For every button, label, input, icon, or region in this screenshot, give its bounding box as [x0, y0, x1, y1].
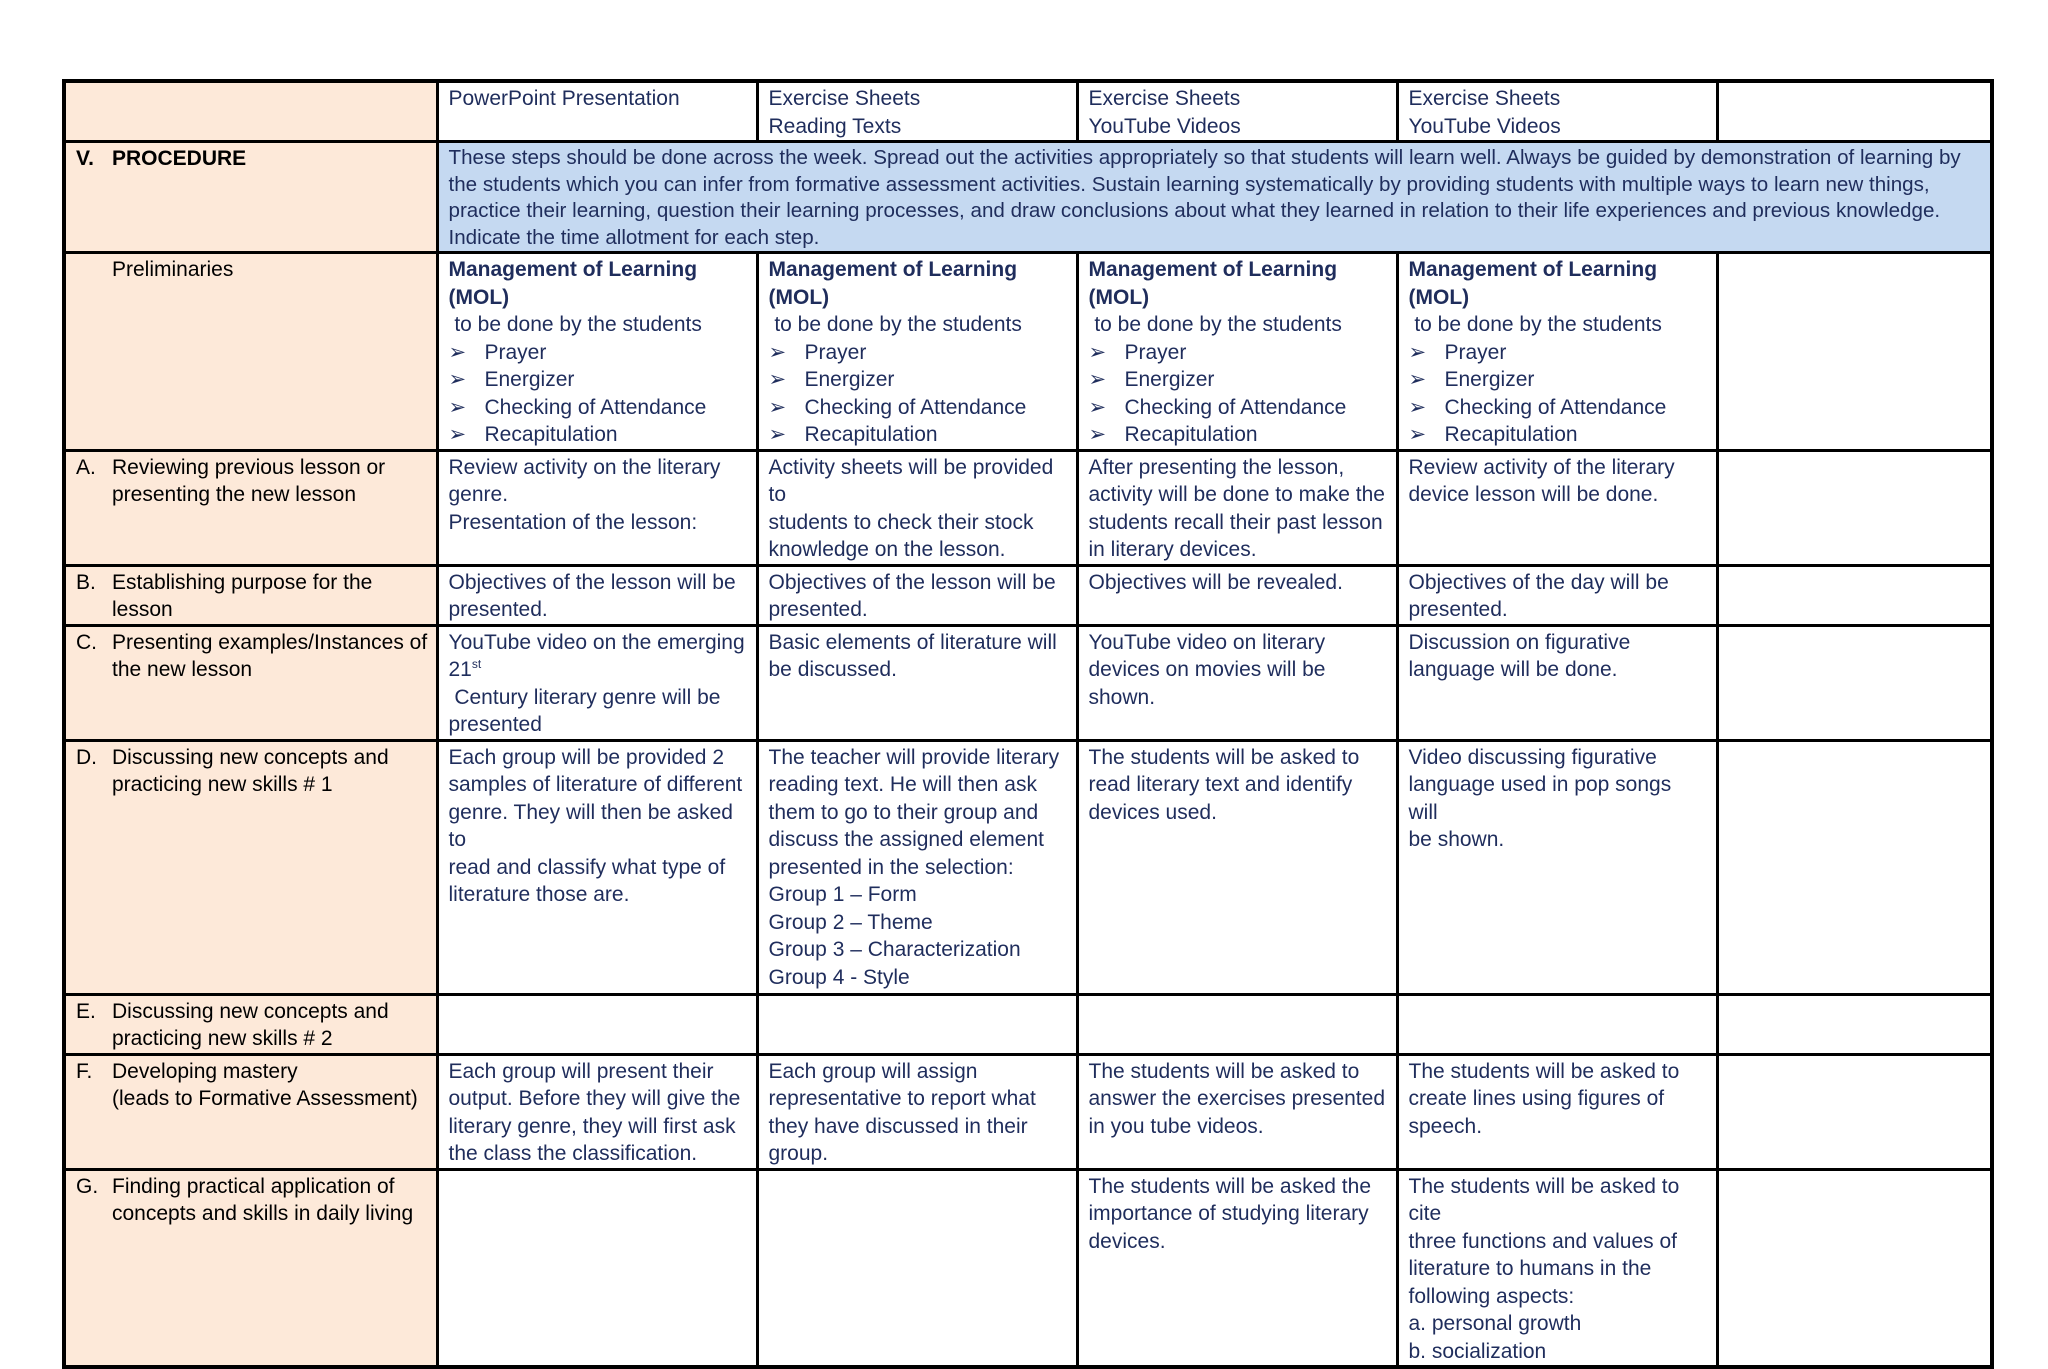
- mol-cell-4: [1397, 253, 1717, 451]
- mol-item-label: Recapitulation: [484, 423, 618, 446]
- arrow-bullet-icon: ➢: [448, 368, 467, 391]
- mol-cell-2: [757, 253, 1077, 451]
- text-line: activity will be done to make the: [1088, 483, 1385, 506]
- row-g-cell-3: [1077, 1169, 1397, 1367]
- row-b-label: [64, 565, 437, 625]
- text-line: presenting the new lesson: [112, 483, 356, 506]
- mol-item-label: Prayer: [1444, 340, 1507, 364]
- text-line: be discussed.: [768, 658, 897, 681]
- row-d-cell-1: [437, 740, 757, 994]
- row-c-cell-2: [757, 625, 1077, 740]
- arrow-bullet-icon: ➢: [768, 340, 787, 364]
- mol-item-label: Prayer: [484, 340, 547, 364]
- text-line: Group 2 – Theme: [768, 910, 933, 934]
- row-c-cell-1: [437, 625, 757, 740]
- text-line: group.: [768, 1142, 829, 1165]
- row-b-cell-3: [1077, 565, 1397, 625]
- row-c-cell-1-line-2: [449, 656, 746, 711]
- mol-item: [449, 394, 746, 422]
- procedure-numeral: V.: [76, 147, 94, 170]
- text-line: Reading Texts: [768, 114, 902, 138]
- text-line: create lines using figures of: [1408, 1087, 1665, 1110]
- text-line: The teacher will provide literary: [768, 745, 1060, 769]
- text-line: be shown.: [1408, 828, 1505, 851]
- text-line: The students will be asked to: [1088, 1059, 1360, 1083]
- mol-item-label: Recapitulation: [804, 423, 938, 446]
- row-c-label: [64, 625, 437, 740]
- row-b-cell-2: [757, 565, 1077, 625]
- materials-cell-2: [757, 81, 1077, 142]
- row-c: [64, 625, 1992, 740]
- text-line: presented.: [768, 598, 868, 621]
- text-line: devices.: [1088, 1229, 1166, 1253]
- mol-item: [1089, 421, 1386, 449]
- row-a-cell-3: [1077, 450, 1397, 565]
- mol-item-label: Checking of Attendance: [804, 395, 1027, 419]
- text-line: read literary text and identify: [1088, 773, 1353, 796]
- text-line: The students will be asked to: [1408, 1059, 1680, 1083]
- preliminaries-row: [64, 253, 1992, 451]
- row-d-cell-2: [757, 740, 1077, 994]
- row-d-cell-5: [1717, 740, 1992, 994]
- mol-item: [1089, 366, 1386, 394]
- mol-heading: Management of Learning: [448, 258, 698, 281]
- mol-subheading: [1409, 284, 1706, 339]
- text-line: Basic elements of literature will: [768, 630, 1057, 654]
- text-line: presented.: [448, 598, 548, 621]
- mol-subheading: [449, 284, 746, 339]
- century-number: 21: [448, 658, 472, 681]
- mol-description: to be done by the students: [1408, 313, 1662, 336]
- arrow-bullet-icon: ➢: [768, 368, 787, 391]
- mol-subheading: [769, 284, 1066, 339]
- arrow-bullet-icon: ➢: [1088, 368, 1107, 391]
- row-d-label: [64, 740, 437, 994]
- text-line: Review activity on the literary: [448, 455, 721, 479]
- mol-description: to be done by the students: [448, 313, 702, 336]
- row-b-cell-4: [1397, 565, 1717, 625]
- arrow-bullet-icon: ➢: [1088, 423, 1107, 446]
- mol-abbreviation: (MOL): [1408, 285, 1470, 309]
- text-line: reading text. He will then ask: [768, 773, 1037, 796]
- text-line: the new lesson: [112, 658, 253, 681]
- mol-item: [769, 421, 1066, 449]
- text-line: devices on movies will be shown.: [1088, 658, 1326, 709]
- arrow-bullet-icon: ➢: [1408, 340, 1427, 364]
- text-line: Each group will be provided 2: [448, 745, 725, 769]
- procedure-table: [62, 79, 1994, 1369]
- procedure-label-cell: [64, 142, 437, 253]
- text-line: The students will be asked to cite: [1408, 1174, 1680, 1225]
- row-b: [64, 565, 1992, 625]
- mol-item: [449, 366, 746, 394]
- text-line: Discussing new concepts and: [112, 999, 389, 1023]
- text-line: lesson: [112, 598, 173, 621]
- materials-cell-5: [1717, 81, 1992, 142]
- text-line: students recall their past lesson: [1088, 510, 1383, 534]
- row-d-cell-3: [1077, 740, 1397, 994]
- mol-item: [1089, 394, 1386, 422]
- century-ordinal: st: [471, 657, 482, 671]
- text-line: Reviewing previous lesson or: [112, 455, 386, 479]
- text-line: samples of literature of different: [448, 773, 743, 796]
- text-line: language used in pop songs will: [1408, 773, 1672, 824]
- mol-subheading: [1089, 284, 1386, 339]
- row-a-cell-1: [437, 450, 757, 565]
- text-line: Group 4 - Style: [768, 965, 910, 989]
- arrow-bullet-icon: ➢: [768, 423, 787, 446]
- text-line: devices used.: [1088, 800, 1217, 824]
- text-line: in literary devices.: [1088, 538, 1257, 561]
- mol-item-label: Energizer: [1444, 368, 1535, 391]
- mol-abbreviation: (MOL): [768, 285, 830, 309]
- mol-item-label: Recapitulation: [1444, 423, 1578, 446]
- text-line: The students will be asked the: [1088, 1174, 1371, 1198]
- preliminaries-label-cell: [64, 253, 437, 451]
- row-c-letter: C.: [76, 630, 97, 654]
- arrow-bullet-icon: ➢: [1408, 423, 1427, 446]
- mol-item: [1409, 366, 1706, 394]
- mol-heading: Management of Learning: [768, 258, 1018, 281]
- mol-description: to be done by the students: [1088, 313, 1342, 336]
- row-e-cell-3: [1077, 994, 1397, 1054]
- row-a: [64, 450, 1992, 565]
- row-a-letter: A.: [76, 455, 96, 479]
- text-line: Finding practical application of: [112, 1174, 395, 1198]
- row-g-cell-5: [1717, 1169, 1992, 1367]
- text-line: Objectives will be revealed.: [1088, 570, 1343, 594]
- row-g-cell-1: [437, 1169, 757, 1367]
- row-f-cell-5: [1717, 1054, 1992, 1169]
- procedure-row: [64, 142, 1992, 253]
- procedure-title: PROCEDURE: [112, 147, 247, 170]
- text-line: literature those are.: [448, 883, 630, 906]
- arrow-bullet-icon: ➢: [1408, 368, 1427, 391]
- row-e-cell-4: [1397, 994, 1717, 1054]
- preliminaries-label: Preliminaries: [112, 258, 234, 281]
- text-line: presented in the selection:: [768, 855, 1014, 879]
- row-f-cell-1: [437, 1054, 757, 1169]
- text-line: genre.: [448, 483, 509, 506]
- mol-item-label: Checking of Attendance: [1124, 395, 1347, 419]
- mol-item: [769, 394, 1066, 422]
- text-line: Establishing purpose for the: [112, 570, 373, 594]
- text-line: students to check their stock: [768, 510, 1034, 534]
- mol-cell-1: [437, 253, 757, 451]
- mol-item-label: Energizer: [484, 368, 575, 391]
- procedure-note: These steps should be done across the week. Spread out the activities appropriately so that students will learn well. Always be guided by demonstration of learning by the students which you can infer from formative assessment activities. Sustain learning systematically by providing students with multiple ways to learn new things, practice their learning, question their learning processes, and draw conclusions about what they learned in relation to their life experiences and previous knowledge. Indicate the time allotment for each step.: [437, 142, 1992, 253]
- text-line: them to go to their group and: [768, 800, 1039, 824]
- row-c-cell-3: [1077, 625, 1397, 740]
- mol-item-label: Checking of Attendance: [1444, 395, 1667, 419]
- text-line: in you tube videos.: [1088, 1114, 1264, 1138]
- mol-item: [1409, 339, 1706, 367]
- mol-item-label: Energizer: [804, 368, 895, 391]
- text-line: literature to humans in the: [1408, 1257, 1652, 1280]
- text-line: they have discussed in their: [768, 1114, 1028, 1138]
- row-c-cell-1-line-3: presented: [448, 713, 542, 736]
- mol-abbreviation: (MOL): [448, 285, 510, 309]
- row-a-cell-4: [1397, 450, 1717, 565]
- row-d: [64, 740, 1992, 994]
- mol-description: to be done by the students: [768, 313, 1022, 336]
- text-line: Discussion on figurative: [1408, 630, 1631, 654]
- row-b-letter: B.: [76, 570, 96, 594]
- text-line: Exercise Sheets: [1088, 87, 1241, 110]
- mol-item-label: Prayer: [804, 340, 867, 364]
- text-line: speech.: [1408, 1114, 1483, 1138]
- text-line: three functions and values of: [1408, 1229, 1678, 1253]
- row-g-cell-2: [757, 1169, 1077, 1367]
- text-line: a. personal growth: [1408, 1312, 1582, 1335]
- mol-item: [449, 339, 746, 367]
- mol-item-label: Prayer: [1124, 340, 1187, 364]
- arrow-bullet-icon: ➢: [1088, 340, 1107, 364]
- text-line: representative to report what: [768, 1087, 1036, 1110]
- mol-cell-3: [1077, 253, 1397, 451]
- text-line: (leads to Formative Assessment): [112, 1087, 418, 1110]
- text-line: device lesson will be done.: [1408, 483, 1659, 506]
- mol-item-label: Energizer: [1124, 368, 1215, 391]
- text-line: YouTube Videos: [1088, 114, 1241, 138]
- mol-item: [1089, 339, 1386, 367]
- materials-cell-4: [1397, 81, 1717, 142]
- row-d-letter: D.: [76, 745, 97, 769]
- text-line: read and classify what type of: [448, 855, 726, 879]
- text-line: Discussing new concepts and: [112, 745, 389, 769]
- text-line: Group 3 – Characterization: [768, 938, 1021, 961]
- text-line: Activity sheets will be provided to: [768, 455, 1054, 506]
- mol-cell-5: [1717, 253, 1992, 451]
- mol-heading: Management of Learning: [1408, 258, 1658, 281]
- text-line: Objectives of the lesson will be: [448, 570, 736, 594]
- mol-item: [1409, 421, 1706, 449]
- text-line: following aspects:: [1408, 1284, 1575, 1308]
- row-a-label: [64, 450, 437, 565]
- row-a-cell-2: [757, 450, 1077, 565]
- text-line: genre. They will then be asked to: [448, 800, 733, 851]
- materials-label-cell: [64, 81, 437, 142]
- text-line: PowerPoint Presentation: [448, 87, 680, 110]
- text-line: YouTube Videos: [1408, 114, 1561, 138]
- text-line: Each group will present their: [448, 1059, 714, 1083]
- mol-abbreviation: (MOL): [1088, 285, 1150, 309]
- arrow-bullet-icon: ➢: [1088, 395, 1107, 419]
- text-line: Exercise Sheets: [768, 87, 921, 110]
- arrow-bullet-icon: ➢: [448, 340, 467, 364]
- text-line: Video discussing figurative: [1408, 745, 1657, 769]
- text-line: YouTube video on literary: [1088, 630, 1326, 654]
- mol-item: [1409, 394, 1706, 422]
- text-line: Review activity of the literary: [1408, 455, 1675, 479]
- row-c-cell-1-line-1: YouTube video on the emerging: [448, 630, 745, 654]
- arrow-bullet-icon: ➢: [768, 395, 787, 419]
- row-f-cell-2: [757, 1054, 1077, 1169]
- arrow-bullet-icon: ➢: [448, 423, 467, 446]
- text-line: Exercise Sheets: [1408, 87, 1561, 110]
- arrow-bullet-icon: ➢: [1408, 395, 1427, 419]
- row-e-cell-5: [1717, 994, 1992, 1054]
- row-g-letter: G.: [76, 1174, 99, 1198]
- row-f-cell-4: [1397, 1054, 1717, 1169]
- materials-cell-1: [437, 81, 757, 142]
- text-line: Presenting examples/Instances of: [112, 630, 428, 654]
- text-line: The students will be asked to: [1088, 745, 1360, 769]
- row-e: [64, 994, 1992, 1054]
- mol-item: [449, 421, 746, 449]
- text-line: importance of studying literary: [1088, 1202, 1369, 1225]
- text-line: After presenting the lesson,: [1088, 455, 1345, 479]
- text-line: concepts and skills in daily living: [112, 1202, 414, 1225]
- row-b-cell-1: [437, 565, 757, 625]
- text-line: output. Before they will give the: [448, 1087, 741, 1110]
- row-f-label: [64, 1054, 437, 1169]
- lesson-plan-page: [62, 79, 1990, 1369]
- row-e-cell-1: [437, 994, 757, 1054]
- text-line: Presentation of the lesson:: [448, 510, 698, 534]
- row-f-letter: F.: [76, 1059, 93, 1083]
- mol-item-label: Recapitulation: [1124, 423, 1258, 446]
- text-line: discuss the assigned element: [768, 828, 1044, 851]
- text-line: Developing mastery: [112, 1059, 298, 1083]
- text-line: practicing new skills # 1: [112, 773, 333, 796]
- materials-row: [64, 81, 1992, 142]
- text-line: Objectives of the day will be: [1408, 570, 1669, 594]
- row-c-cell-4: [1397, 625, 1717, 740]
- row-e-label: [64, 994, 437, 1054]
- row-g: [64, 1169, 1992, 1367]
- text-line: language will be done.: [1408, 658, 1618, 681]
- row-e-cell-2: [757, 994, 1077, 1054]
- row-g-cell-4: [1397, 1169, 1717, 1367]
- mol-item-label: Checking of Attendance: [484, 395, 707, 419]
- century-text: Century literary genre will be: [448, 685, 721, 709]
- text-line: presented.: [1408, 598, 1508, 621]
- mol-heading: Management of Learning: [1088, 258, 1338, 281]
- text-line: Objectives of the lesson will be: [768, 570, 1056, 594]
- row-d-cell-4: [1397, 740, 1717, 994]
- mol-item: [769, 339, 1066, 367]
- text-line: answer the exercises presented: [1088, 1087, 1385, 1110]
- row-g-label: [64, 1169, 437, 1367]
- mol-item: [769, 366, 1066, 394]
- text-line: b. socialization: [1408, 1339, 1547, 1363]
- row-f-cell-3: [1077, 1054, 1397, 1169]
- arrow-bullet-icon: ➢: [448, 395, 467, 419]
- text-line: practicing new skills # 2: [112, 1027, 333, 1050]
- text-line: Each group will assign: [768, 1059, 978, 1083]
- row-e-letter: E.: [76, 999, 96, 1023]
- text-line: literary genre, they will first ask: [448, 1114, 736, 1138]
- text-line: the class the classification.: [448, 1142, 698, 1165]
- row-f: [64, 1054, 1992, 1169]
- text-line: Group 1 – Form: [768, 883, 917, 906]
- row-a-cell-5: [1717, 450, 1992, 565]
- text-line: knowledge on the lesson.: [768, 538, 1006, 561]
- row-b-cell-5: [1717, 565, 1992, 625]
- materials-cell-3: [1077, 81, 1397, 142]
- row-c-cell-5: [1717, 625, 1992, 740]
